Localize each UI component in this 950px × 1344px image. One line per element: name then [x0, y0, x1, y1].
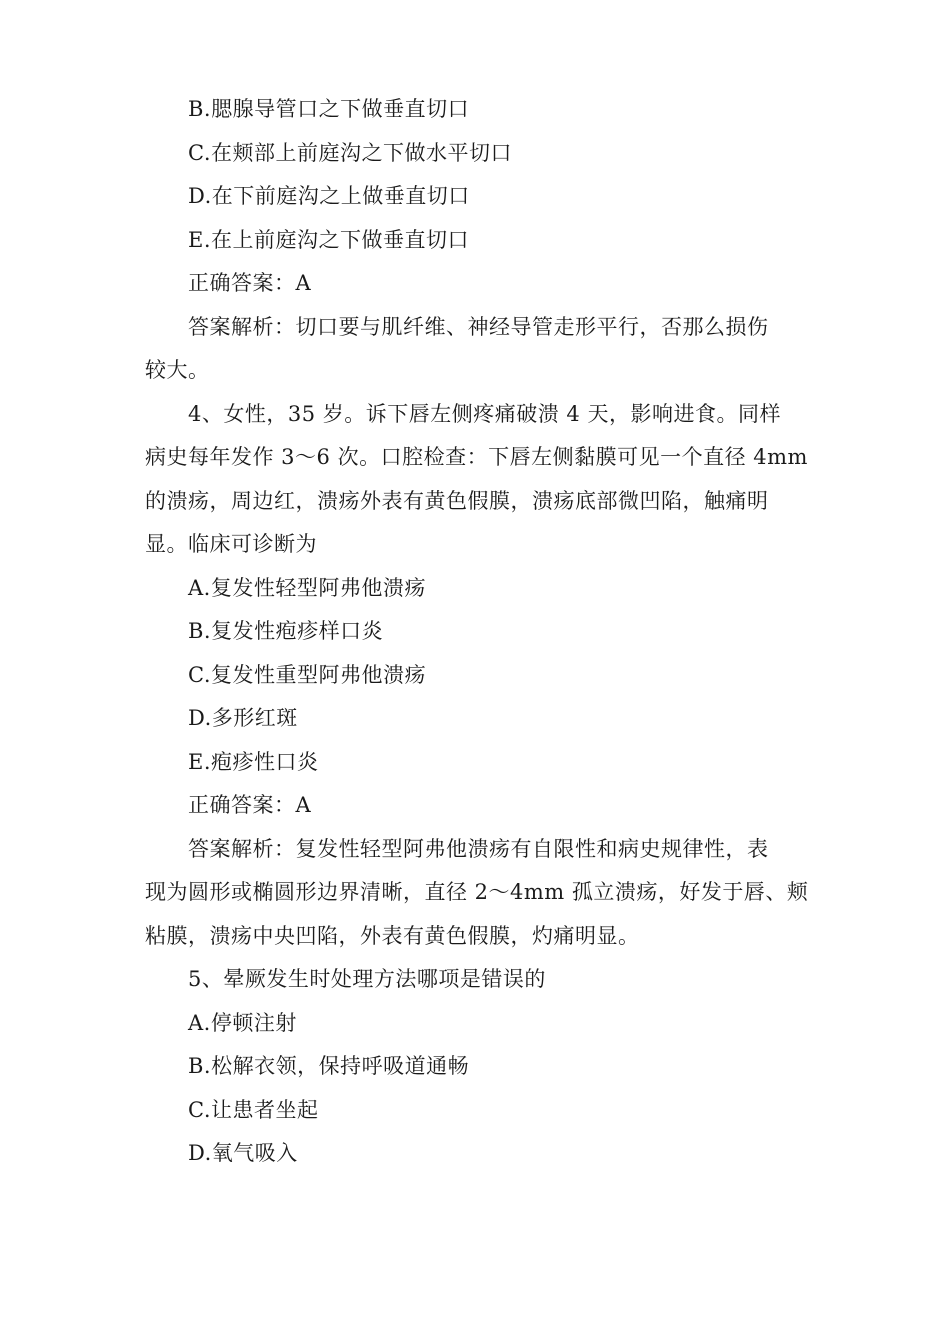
option-a-q5: A.停顿注射: [188, 1010, 297, 1035]
option-b-q3: B.腮腺导管口之下做垂直切口: [188, 97, 470, 121]
correct-answer-q3: 正确答案：A: [188, 271, 312, 295]
explanation-q3-line-1: 答案解析：切口要与肌纤维、神经导管走形平行，否那么损伤: [188, 314, 769, 339]
correct-answer-q4: 正确答案：A: [188, 793, 312, 817]
option-d-q4: D.多形红斑: [188, 706, 298, 730]
option-a-q4: A.复发性轻型阿弗他溃疡: [188, 575, 426, 600]
explanation-q4-line-3: 粘膜，溃疡中央凹陷，外表有黄色假膜，灼痛明显。: [145, 923, 640, 948]
option-b-q4: B.复发性疱疹样口炎: [188, 619, 384, 643]
option-d-q3: D.在下前庭沟之上做垂直切口: [188, 184, 470, 208]
question-4-line-4: 显。临床可诊断为: [145, 532, 317, 556]
option-c-q5: C.让患者坐起: [188, 1097, 319, 1122]
option-e-q3: E.在上前庭沟之下做垂直切口: [188, 227, 470, 252]
explanation-q3-line-2: 较大。: [145, 358, 210, 382]
question-4-line-1: 4、女性，35 岁。诉下唇左侧疼痛破溃 4 天，影响进食。同样: [188, 401, 781, 426]
explanation-q4-line-2: 现为圆形或椭圆形边界清晰，直径 2～4mm 孤立溃疡，好发于唇、颊: [145, 880, 809, 904]
option-e-q4: E.疱疹性口炎: [188, 749, 319, 774]
option-c-q4: C.复发性重型阿弗他溃疡: [188, 662, 426, 687]
question-5: 5、晕厥发生时处理方法哪项是错误的: [188, 967, 546, 991]
explanation-q4-line-1: 答案解析：复发性轻型阿弗他溃疡有自限性和病史规律性，表: [188, 836, 769, 861]
option-b-q5: B.松解衣领，保持呼吸道通畅: [188, 1054, 470, 1078]
option-c-q3: C.在颊部上前庭沟之下做水平切口: [188, 140, 512, 165]
question-4-line-3: 的溃疡，周边红，溃疡外表有黄色假膜，溃疡底部微凹陷，触痛明: [145, 488, 769, 513]
option-d-q5: D.氧气吸入: [188, 1141, 298, 1165]
question-4-line-2: 病史每年发作 3～6 次。口腔检查：下唇左侧黏膜可见一个直径 4mm: [145, 445, 808, 469]
document-body: [145, 88, 809, 1176]
